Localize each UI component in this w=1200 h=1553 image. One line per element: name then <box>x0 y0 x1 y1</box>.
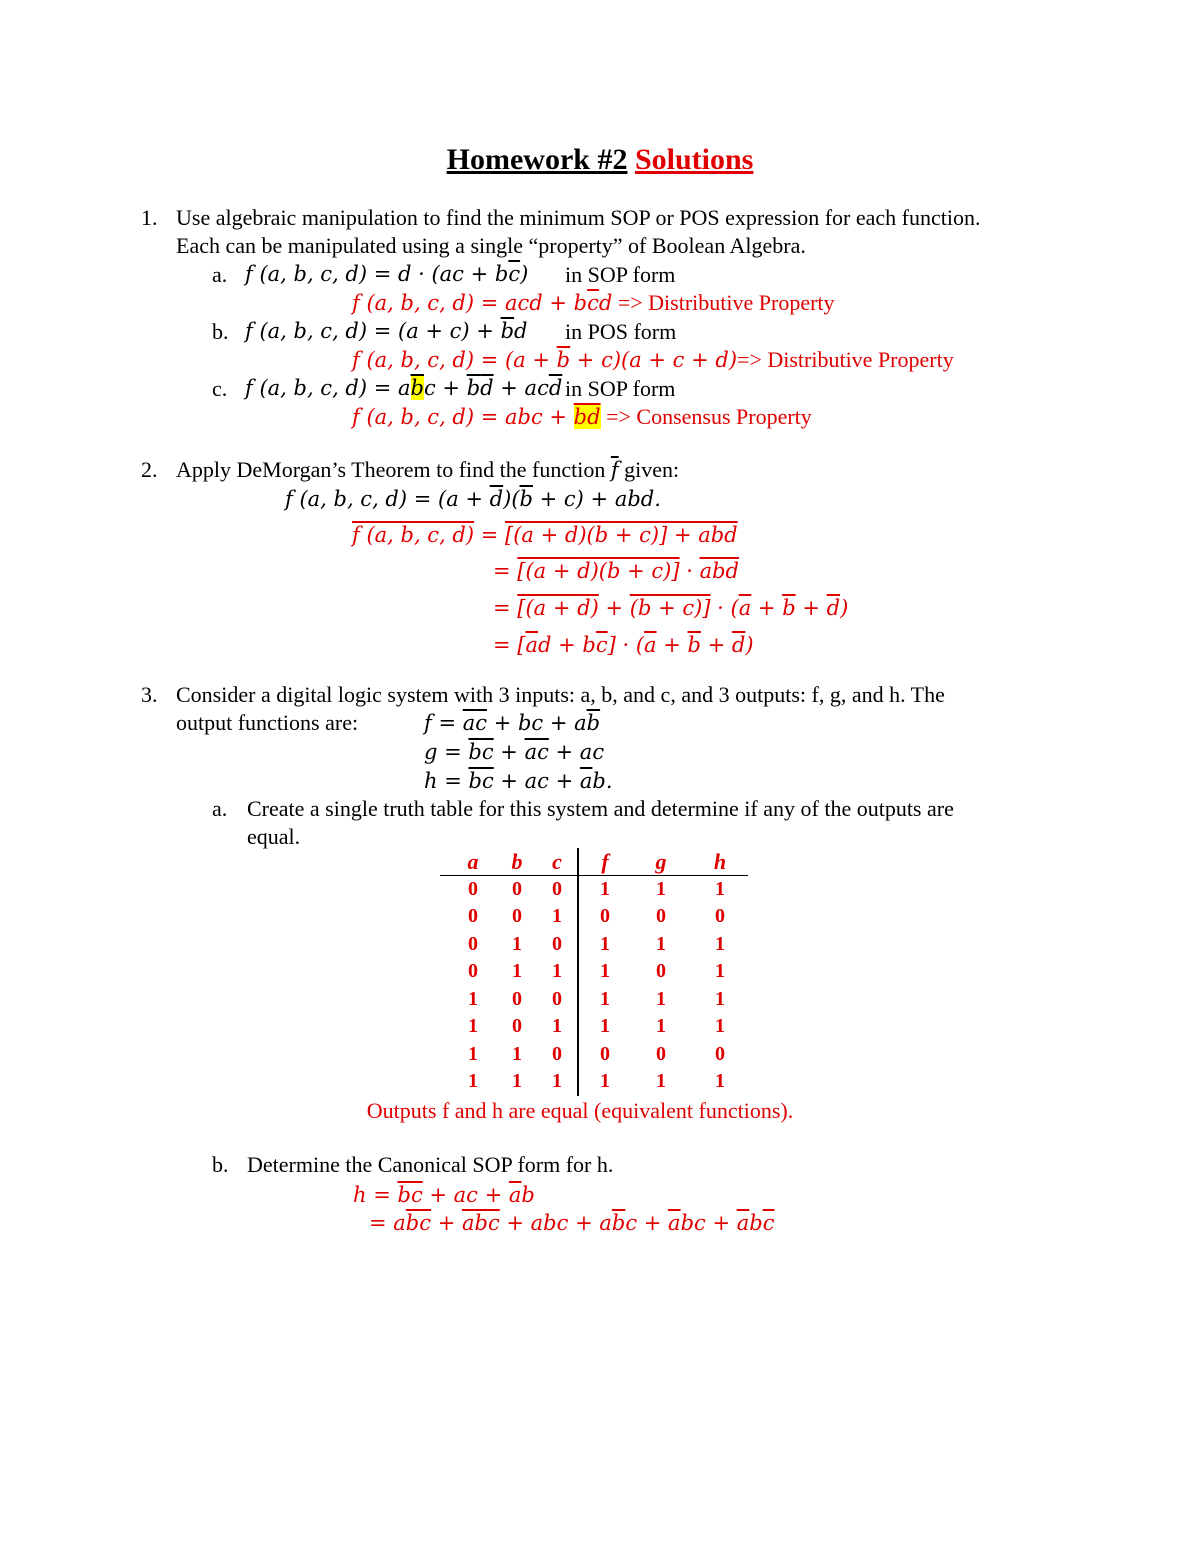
table-cell: 1 <box>552 905 562 927</box>
table-cell: 1 <box>552 1070 562 1092</box>
table-cell: 0 <box>468 877 478 900</box>
q1-number: 1. <box>141 205 158 230</box>
q3-function-h: $h = \overline{b}\overline{c}$ + ac + $\overline{a}b$. <box>424 769 613 793</box>
table-cell: 1 <box>552 960 562 982</box>
table-cell: 0 <box>468 932 478 955</box>
q1b-expr-main: f (a, b, c, d) = (a + c) + <box>245 319 501 343</box>
q1b-expression: f (a, b, c, $d) = (a + c) + \overline{b}d$ <box>245 319 528 343</box>
q1c-expr-main: f (a, b, c, d) = a <box>245 376 411 400</box>
truth-table-header <box>440 848 750 876</box>
table-cell: 0 <box>512 877 522 900</box>
table-cell: 1 <box>715 1070 725 1092</box>
table-cell: 1 <box>715 1015 725 1037</box>
table-cell: 0 <box>600 905 610 927</box>
table-cell: 0 <box>512 987 522 1010</box>
table-cell: 1 <box>656 1015 666 1037</box>
table-row <box>440 958 750 986</box>
q1-text-line1: Use algebraic manipulation to find the minimum SOP or POS expression for each function. <box>176 205 981 230</box>
table-row <box>440 986 750 1014</box>
table-cell: 1 <box>656 877 666 900</box>
table-row <box>440 1041 750 1069</box>
q3b-letter: b. <box>212 1152 229 1177</box>
table-cell: 1 <box>656 932 666 955</box>
truth-table-divider <box>577 848 579 1096</box>
table-cell: 1 <box>715 932 725 955</box>
table-cell: 1 <box>468 1015 478 1037</box>
table-cell: 1 <box>468 987 478 1010</box>
q1c-ans-main: f (a, b, c, d) = abc + <box>352 405 574 429</box>
q3a-letter: a. <box>212 796 228 821</box>
table-cell: 1 <box>512 960 522 982</box>
header-cell: b <box>511 849 523 874</box>
q3b-answer-line2: = $a\overline{b}\overline{c} + \overline{a}\overline{b}\overline{c}$ + abc + $a\overline{b}c + \overline{a}bc + \overline{a}b\overline{c}$ <box>369 1211 775 1235</box>
q1b-answer: f (a, b, c, $d) = (a + \overline{b} + c)(a + c + d)=>$ Distributive Property <box>352 347 954 372</box>
header-cell: a <box>467 849 479 874</box>
truth-table <box>440 848 750 1096</box>
table-cell: 1 <box>600 987 610 1010</box>
q3-function-g: $g = \overline{b}\overline{c} + \overline{a}\overline{c}$ + ac <box>424 740 605 764</box>
table-cell: 1 <box>600 932 610 955</box>
table-cell: 0 <box>715 1042 725 1065</box>
q2-solution-line2: = $[(a + d)(b + c)] \cdot \overline{abd}$ <box>493 559 739 583</box>
table-cell: 1 <box>656 987 666 1010</box>
table-cell: 1 <box>715 960 725 982</box>
q1a-letter: a. <box>212 262 228 287</box>
table-row <box>440 1068 750 1096</box>
header-cell: g <box>655 849 667 874</box>
table-cell: 1 <box>600 1015 610 1037</box>
table-cell: 1 <box>468 1070 478 1092</box>
table-cell: 0 <box>512 1015 522 1037</box>
table-cell: 1 <box>512 932 522 955</box>
table-cell: 0 <box>552 1042 562 1065</box>
table-row <box>440 931 750 959</box>
q2-solution-line1: f (a, b, c, d) = [(a + d)(b + c)] + abd <box>352 523 738 547</box>
table-cell: 1 <box>512 1070 522 1092</box>
q1b-ans-part1: f (a, b, c, d) = (a + <box>352 348 557 372</box>
table-cell: 0 <box>552 987 562 1010</box>
page-title <box>0 142 1200 178</box>
q2-number: 2. <box>141 457 158 482</box>
table-cell: 1 <box>552 1015 562 1037</box>
table-cell: 1 <box>600 960 610 982</box>
table-cell: 0 <box>600 1042 610 1065</box>
q1a-answer: f (a, b, c, d) = acd + $b\overline{c}d$ => Distributive Property <box>352 290 835 315</box>
table-cell: 1 <box>715 877 725 900</box>
q1a-expr-main: f (a, b, c, d) = d · (ac + b <box>245 262 509 286</box>
q3-function-f: $f = \overline{a}\overline{c}$ + bc + $a\overline{b}$ <box>424 711 601 735</box>
q3-text-line1: Consider a digital logic system with 3 inputs: a, b, and c, and 3 outputs: f, g, and h. The <box>176 682 945 707</box>
table-cell: 1 <box>715 987 725 1010</box>
table-cell: 0 <box>656 960 666 982</box>
table-cell: 1 <box>512 1042 522 1065</box>
table-cell: 0 <box>468 905 478 927</box>
q1c-ans-property: => Consensus Property <box>600 404 812 429</box>
table-cell: 0 <box>552 932 562 955</box>
q1b-ans-part2: + c)(a + c + d) <box>570 348 738 372</box>
q1b-form: in POS form <box>565 319 677 344</box>
q2-text: Apply DeMorgan’s Theorem to find the function $\overline{f}$ given: <box>176 457 680 482</box>
q1c-answer: f (a, b, c, d) = abc + $\overline{b}\overline{d}$ => Consensus Property <box>352 404 812 429</box>
table-cell: 1 <box>600 1070 610 1092</box>
q3a-text-line1: Create a single truth table for this system and determine if any of the outputs are <box>247 796 954 821</box>
table-cell: 1 <box>468 1042 478 1065</box>
q1b-letter: b. <box>212 319 229 344</box>
q1c-letter: c. <box>212 376 228 401</box>
table-cell: 0 <box>552 877 562 900</box>
table-row <box>440 903 750 931</box>
table-cell: 0 <box>715 905 725 927</box>
q3-text-line2: output functions are: <box>176 710 359 735</box>
q1c-form: in SOP form <box>565 376 676 401</box>
q2-text-tail: given: <box>624 457 680 482</box>
q1b-ans-property: => Distributive Property <box>737 347 954 372</box>
header-cell: f <box>601 849 609 874</box>
q1a-form: in SOP form <box>565 262 676 287</box>
q3b-answer-line1: $h = \overline{b}\overline{c}$ + ac + $\overline{a}b$ <box>353 1183 535 1207</box>
header-cell: c <box>552 849 562 874</box>
title-main: Homework #2 <box>446 143 628 176</box>
q1c-expression: f (a, b, c, $d) = a\overline{b}c + \overline{b}\overline{d} + ac\overline{d}$ <box>245 376 563 400</box>
table-row <box>440 876 750 904</box>
q3a-conclusion: Outputs f and h are equal (equivalent functions). <box>366 1098 794 1123</box>
table-row <box>440 1013 750 1041</box>
table-cell: 1 <box>656 1070 666 1092</box>
q2-given: f (a, b, c, $d) = (a + \overline{d})(\overline{b} + c)$ + abd. <box>285 487 661 511</box>
table-cell: 0 <box>468 960 478 982</box>
table-cell: 0 <box>656 905 666 927</box>
table-cell: 1 <box>600 877 610 900</box>
q3a-text-line2: equal. <box>247 824 301 849</box>
header-cell: h <box>713 849 727 874</box>
q1a-ans-property: => Distributive Property <box>612 290 835 315</box>
q1a-ans-main: f (a, b, c, d) = acd + b <box>352 291 588 315</box>
truth-table-header-rule <box>440 875 748 876</box>
truth-table-body <box>440 876 750 1096</box>
title-accent: Solutions <box>634 143 754 176</box>
table-cell: 0 <box>656 1042 666 1065</box>
q1a-expression: f (a, b, c, $d) = d \cdot (ac + b\overline{c})$ <box>245 262 529 286</box>
q2-solution-line3: = $[(a + d) + (b + c)] \cdot (\overline{a} + \overline{b} + \overline{d})$ <box>493 596 849 620</box>
q2-text-main: Apply DeMorgan’s Theorem to find the function <box>176 457 606 482</box>
q3-number: 3. <box>141 682 158 707</box>
table-cell: 0 <box>512 905 522 927</box>
q2-solution-line4: = $[\overline{a}d + b\overline{c}] \cdot (\overline{a} + \overline{b} + \overline{d})$ <box>493 633 754 657</box>
q1-text-line2: Each can be manipulated using a single “property” of Boolean Algebra. <box>176 233 806 258</box>
q3b-text: Determine the Canonical SOP form for h. <box>247 1152 614 1177</box>
